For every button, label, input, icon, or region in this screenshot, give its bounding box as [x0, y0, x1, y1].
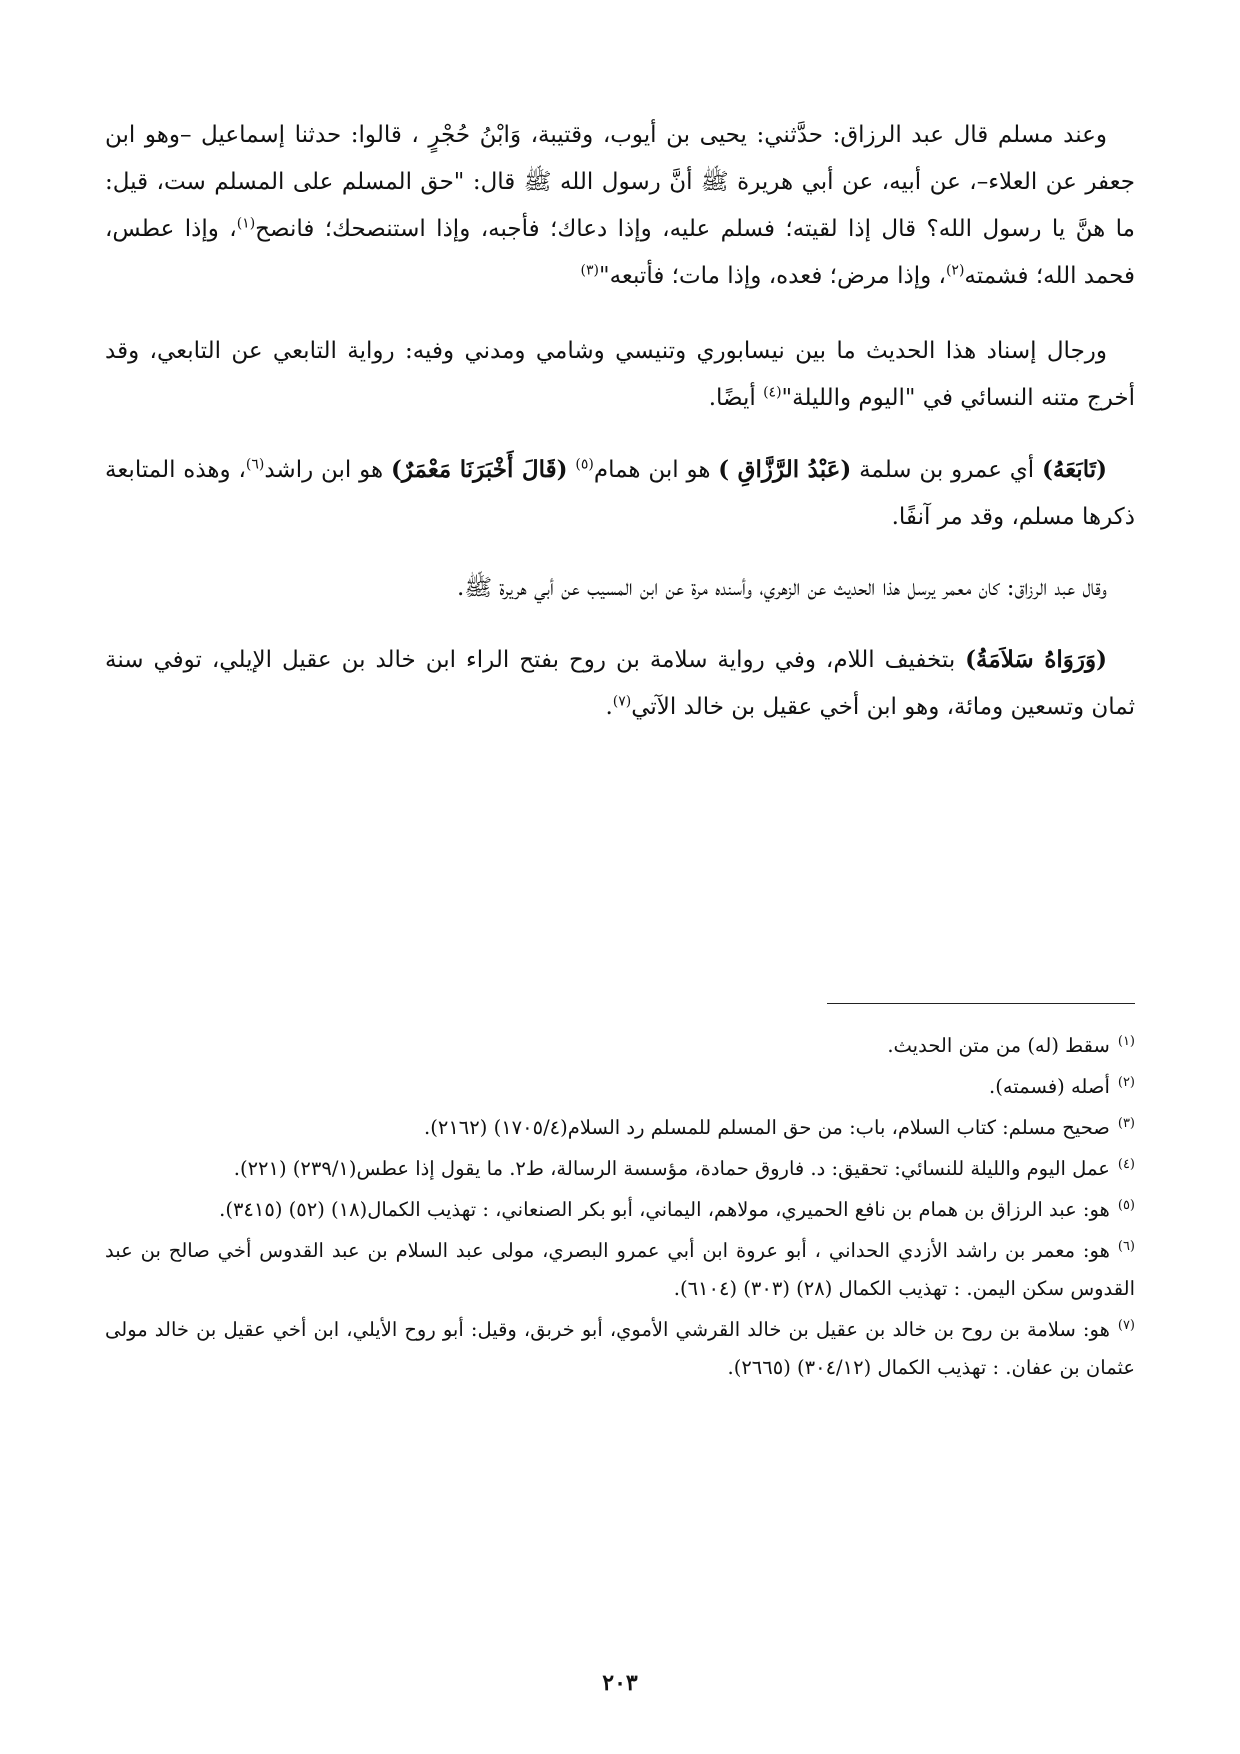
- paragraph-text: ، وإذا مرض؛ فعده، وإذا مات؛ فأتبعه": [598, 263, 946, 289]
- footnote-text: عمل اليوم والليلة للنسائي: تحقيق: د. فاروق حمادة، مؤسسة الرسالة، ط٢. ما يقول إذا عطس(٢٣٩/١) (٢٢١).: [233, 1157, 1110, 1180]
- footnote-text: هو: معمر بن راشد الأزدي الحداني ، أبو عروة ابن أبي عمرو البصري، مولى عبد السلام بن عبد القدوس أخي صالح بن عبد القدوس سكن اليمن. : تهذيب الكمال (٢٨) (٣٠٣) (٦١٠٤).: [105, 1239, 1135, 1300]
- footnote-marker-7[interactable]: (٧): [612, 693, 632, 710]
- footnote-text: هو: سلامة بن روح بن خالد بن عقيل بن خالد القرشي الأموي، أبو خربق، وقيل: أبو روح الأيلي، ابن أخي عقيل بن خالد مولى عثمان بن عفان. : تهذيب الكمال (٣٠٤/١٢) (٢٦٦٥).: [105, 1318, 1135, 1379]
- main-text: [105, 112, 1135, 755]
- footnote-separator: [827, 1003, 1135, 1004]
- footnote-number: (٦): [1117, 1238, 1135, 1254]
- footnote-5: [105, 1191, 1135, 1229]
- footnote-6: [105, 1232, 1135, 1308]
- footnote-4: [105, 1150, 1135, 1188]
- paragraph-text: أي عمرو بن سلمة: [851, 457, 1042, 483]
- quoted-term: (قَالَ أَخْبَرَنَا مَعْمَرٌ): [390, 456, 568, 483]
- paragraph-text: .: [605, 694, 613, 720]
- footnotes: [105, 1027, 1135, 1390]
- footnote-2: [105, 1068, 1135, 1106]
- page-number: ٢٠٣: [602, 1670, 638, 1696]
- footnote-marker-5[interactable]: (٥): [575, 456, 594, 473]
- footnote-7: [105, 1311, 1135, 1387]
- footnote-marker-3[interactable]: (٣): [580, 262, 599, 279]
- paragraph-1: [105, 112, 1135, 300]
- footnote-text: صحيح مسلم: كتاب السلام، باب: من حق المسلم للمسلم رد السلام(١٧٠٥/٤) (٢١٦٢).: [424, 1116, 1110, 1139]
- paragraph-text: بتخفيف اللام، وفي رواية سلامة بن روح بفتح الراء ابن خالد بن عقيل الإيلي، توفي سنة ثمان وتسعين ومائة، وهو ابن أخي عقيل بن خالد الآتي: [105, 647, 1135, 720]
- quoted-term: (عَبْدُ الرَّزَّاقِ ): [718, 456, 852, 483]
- paragraph-3: [105, 446, 1135, 541]
- footnote-number: (٢): [1117, 1074, 1135, 1090]
- quoted-term: (وَرَوَاهُ سَلاَمَةُ): [965, 646, 1107, 673]
- footnote-marker-4[interactable]: (٤): [763, 384, 782, 401]
- paragraph-text: ، وإذا عطس، فحمد الله؛ فشمته: [105, 216, 1135, 289]
- paragraph-4: [105, 565, 1135, 612]
- footnote-number: (٧): [1117, 1317, 1135, 1333]
- paragraph-2: [105, 328, 1135, 422]
- paragraph-text: وعند مسلم قال عبد الرزاق: حدَّثني: يحيى بن أيوب، وقتيبة، وَابْنُ حُجْرٍ ، قالوا: حدثنا إسماعيل –وهو ابن جعفر عن العلاء–، عن أبيه، عن أبي هريرة ﷺ أنَّ رسول الله ﷺ قال: "حق المسلم على المسلم ست، قيل: ما هنَّ يا رسول الله؟ قال إذا لقيته؛ فسلم عليه، وإذا دعاك؛ فأجبه، وإذا استنصحك؛ فانصح: [105, 122, 1135, 242]
- footnote-1: [105, 1027, 1135, 1065]
- paragraph-text: أيضًا.: [708, 385, 764, 411]
- footnote-3: [105, 1109, 1135, 1147]
- footnote-text: سقط (له) من متن الحديث.: [887, 1034, 1110, 1057]
- footnote-marker-2[interactable]: (٢): [945, 262, 965, 279]
- paragraph-text: ورجال إسناد هذا الحديث ما بين نيسابوري وتنيسي وشامي ومدني وفيه: رواية التابعي عن التابعي، وقد أخرج متنه النسائي في "اليوم والليلة": [105, 338, 1135, 411]
- footnote-number: (٣): [1117, 1115, 1135, 1131]
- paragraph-5: [105, 636, 1135, 731]
- footnote-marker-6[interactable]: (٦): [245, 456, 265, 473]
- footnote-marker-1[interactable]: (١): [236, 215, 256, 232]
- footnote-number: (٥): [1117, 1197, 1135, 1213]
- paragraph-text: ، وهذه المتابعة ذكرها مسلم، وقد مر آنفًا.: [105, 457, 1135, 530]
- paragraph-text: هو ابن همام: [593, 457, 719, 483]
- paragraph-text: هو ابن راشد: [264, 457, 391, 483]
- footnote-text: أصله (فسمته).: [989, 1075, 1110, 1098]
- footnote-text: هو: عبد الرزاق بن همام بن نافع الحميري، مولاهم، اليماني، أبو بكر الصنعاني، : تهذيب الكمال(١٨) (٥٢) (٣٤١٥).: [219, 1198, 1110, 1221]
- quoted-term: (تَابَعَهُ): [1041, 456, 1107, 483]
- paragraph-text: وقال عبد الرزاق: كان معمر يرسل هذا الحديث عن الزهري، وأسنده مرة عن ابن المسيب عن أبي هريرة ﷺ.: [457, 575, 1107, 601]
- footnote-number: (٤): [1117, 1156, 1135, 1172]
- footnote-number: (١): [1117, 1033, 1135, 1049]
